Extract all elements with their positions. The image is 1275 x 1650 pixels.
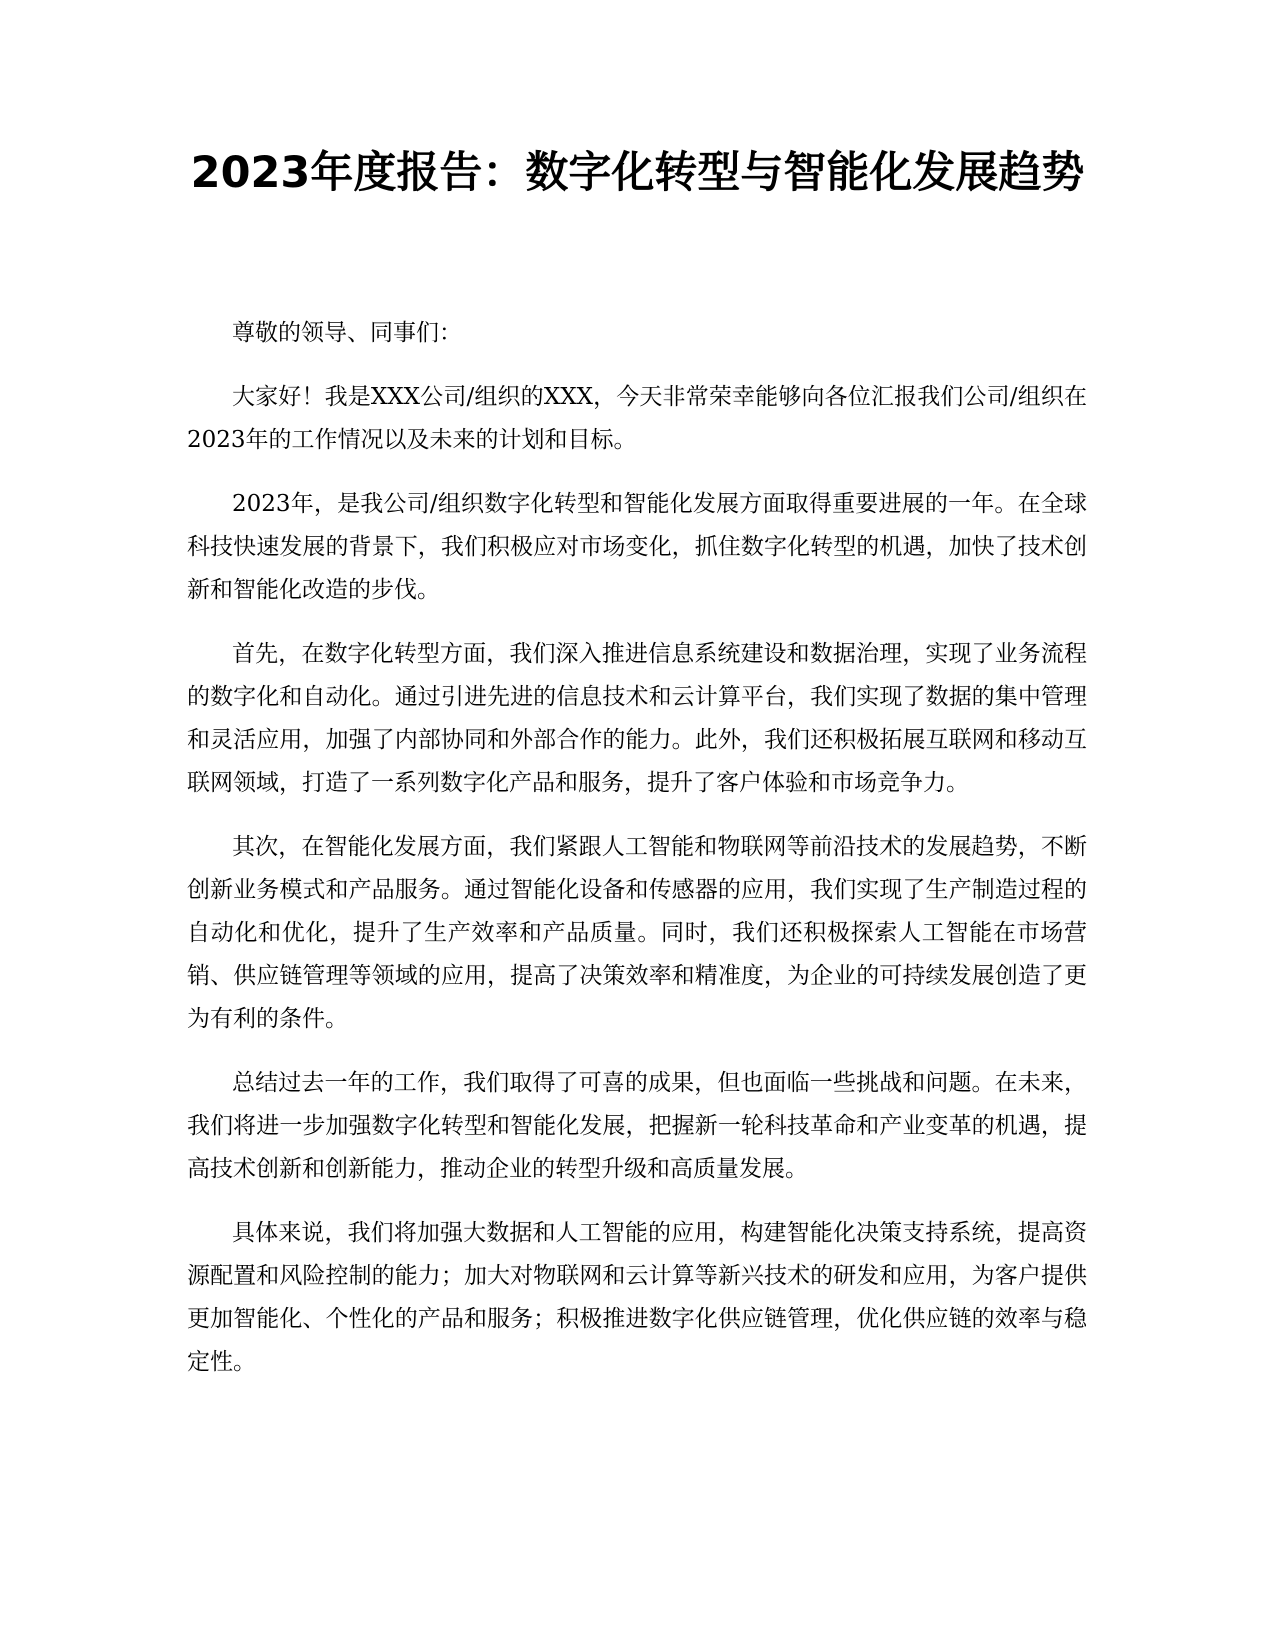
paragraph-salutation: 尊敬的领导、同事们： bbox=[232, 320, 462, 346]
paragraph-overview: 2023年，是我公司/组织数字化转型和智能化发展方面取得重要进展的一年。在全球科技快速发展的背景下，我们积极应对市场变化，抓住数字化转型的机遇，加快了技术创新和智能化改造的步伐。 bbox=[187, 491, 1087, 603]
paragraph-future-plans: 具体来说，我们将加强大数据和人工智能的应用，构建智能化决策支持系统，提高资源配置和风险控制的能力；加大对物联网和云计算等新兴技术的研发和应用，为客户提供更加智能化、个性化的产品和服务；积极推进数字化供应链管理，优化供应链的效率与稳定性。 bbox=[187, 1220, 1087, 1375]
paragraph-summary: 总结过去一年的工作，我们取得了可喜的成果，但也面临一些挑战和问题。在未来，我们将进一步加强数字化转型和智能化发展，把握新一轮科技革命和产业变革的机遇，提高技术创新和创新能力，推动企业的转型升级和高质量发展。 bbox=[187, 1070, 1087, 1182]
paragraph-greeting: 大家好！我是XXX公司/组织的XXX，今天非常荣幸能够向各位汇报我们公司/组织在2023年的工作情况以及未来的计划和目标。 bbox=[187, 384, 1087, 453]
paragraph-intelligent-development: 其次，在智能化发展方面，我们紧跟人工智能和物联网等前沿技术的发展趋势，不断创新业务模式和产品服务。通过智能化设备和传感器的应用，我们实现了生产制造过程的自动化和优化，提升了生产效率和产品质量。同时，我们还积极探索人工智能在市场营销、供应链管理等领域的应用，提高了决策效率和精准度，为企业的可持续发展创造了更为有利的条件。 bbox=[187, 834, 1087, 1032]
document-body bbox=[187, 312, 1087, 1405]
paragraph-digital-transformation: 首先，在数字化转型方面，我们深入推进信息系统建设和数据治理，实现了业务流程的数字化和自动化。通过引进先进的信息技术和云计算平台，我们实现了数据的集中管理和灵活应用，加强了内部协同和外部合作的能力。此外，我们还积极拓展互联网和移动互联网领域，打造了一系列数字化产品和服务，提升了客户体验和市场竞争力。 bbox=[187, 641, 1087, 796]
document-title: 2023年度报告：数字化转型与智能化发展趋势 bbox=[190, 148, 1085, 198]
